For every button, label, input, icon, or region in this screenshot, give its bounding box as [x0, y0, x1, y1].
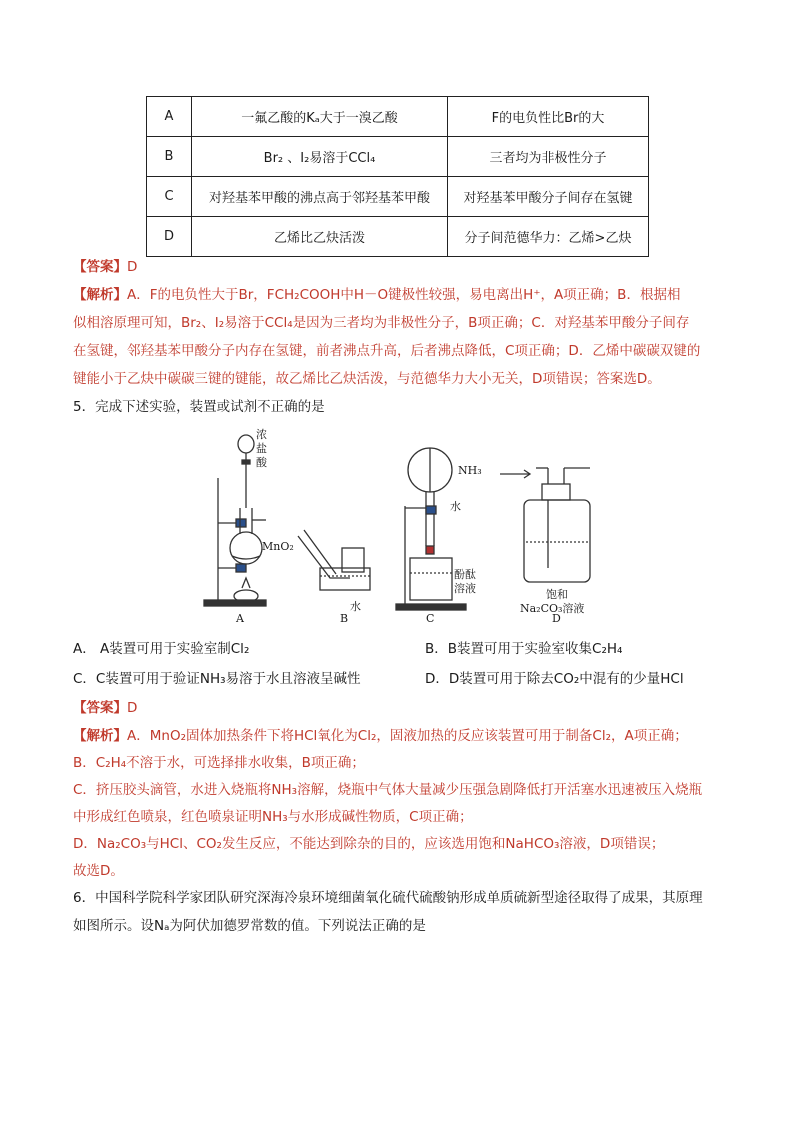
table-row: [147, 137, 649, 177]
label-nh3: NH₃: [458, 464, 482, 477]
row-reason: 分子间范德华力：乙烯>乙炔: [448, 217, 649, 257]
row-letter: A: [147, 97, 192, 137]
q5-analysis-line: 中形成红色喷泉，红色喷泉证明NH₃与水形成碱性物质，C项正确；: [73, 809, 473, 825]
q5-option-c: C．C装置可用于验证NH₃易溶于水且溶液呈碱性: [73, 671, 361, 687]
label-D: D: [552, 612, 561, 625]
q4-analysis-line: 键能小于乙炔中碳碳三键的键能，故乙烯比乙炔活泼，与范德华力大小无关，D项错误；答案选D。: [73, 371, 661, 387]
row-reason: F的电负性比Br的大: [448, 97, 649, 137]
q4-analysis-line: 在氢键，邻羟基苯甲酸分子内存在氢键，前者沸点升高，后者沸点降低，C项正确；D．乙烯中碳碳双键的: [73, 343, 701, 359]
q5-answer: 【答案】D: [73, 700, 138, 716]
q5-option-b: B．B装置可用于实验室收集C₂H₄: [425, 641, 623, 657]
q5-analysis-line: 【解析】A．MnO₂固体加热条件下将HCl氧化为Cl₂，固液加热的反应该装置可用于制备Cl₂，A项正确；: [73, 728, 688, 744]
q4-analysis-line: 【解析】A．F的电负性大于Br，FCH₂COOH中H－O键极性较强，易电离出H⁺，A项正确；B．根据相: [73, 287, 681, 303]
table-row: [147, 97, 649, 137]
q5-analysis-line: 故选D。: [73, 863, 124, 879]
label-C: C: [426, 612, 435, 625]
label-conc-hcl: 浓盐酸: [256, 428, 267, 469]
row-letter: B: [147, 137, 192, 177]
label-A: A: [236, 612, 244, 625]
row-statement: 乙烯比乙炔活泼: [192, 217, 448, 257]
row-reason: 对羟基苯甲酸分子间存在氢键: [448, 177, 649, 217]
q5-analysis-line: D．Na₂CO₃与HCl、CO₂发生反应，不能达到除杂的目的，应该选用饱和NaHCO₃溶液，D项错误；: [73, 836, 665, 852]
label-mno2: MnO₂: [262, 540, 294, 553]
label-saturated: 饱和: [546, 588, 568, 601]
q5-analysis-line: B．C₂H₄不溶于水，可选择排水收集，B项正确；: [73, 755, 365, 771]
q6-stem-line: 如图所示。设Nₐ为阿伏加德罗常数的值。下列说法正确的是: [73, 918, 426, 934]
table-row: [147, 217, 649, 257]
apparatus-figure: [200, 428, 620, 628]
label-phenol: 酚酞溶液: [454, 568, 476, 595]
row-statement: 一氟乙酸的Kₐ大于一溴乙酸: [192, 97, 448, 137]
label-B: B: [340, 612, 349, 625]
row-letter: C: [147, 177, 192, 217]
options-table: [146, 96, 649, 257]
row-letter: D: [147, 217, 192, 257]
q5-stem: 5．完成下述实验，装置或试剂不正确的是: [73, 399, 325, 415]
row-statement: 对羟基苯甲酸的沸点高于邻羟基苯甲酸: [192, 177, 448, 217]
label-na2co3: Na₂CO₃溶液: [520, 602, 585, 615]
q5-analysis-line: C．挤压胶头滴管，水进入烧瓶将NH₃溶解，烧瓶中气体大量减少压强急剧降低打开活塞水迅速被压入烧瓶: [73, 782, 703, 798]
q4-answer: 【答案】D: [73, 259, 138, 275]
row-statement: Br₂ 、I₂易溶于CCl₄: [192, 137, 448, 177]
q6-stem-line: 6．中国科学院科学家团队研究深海冷泉环境细菌氧化硫代硫酸钠形成单质硫新型途径取得了成果，其原理: [73, 890, 703, 906]
table-row: [147, 177, 649, 217]
q5-option-d: D．D装置可用于除去CO₂中混有的少量HCl: [425, 671, 684, 687]
label-water2: 水: [450, 500, 461, 513]
q5-option-a: A． A装置可用于实验室制Cl₂: [73, 641, 250, 657]
label-water: 水: [350, 600, 361, 613]
row-reason: 三者均为非极性分子: [448, 137, 649, 177]
q4-analysis-line: 似相溶原理可知，Br₂、I₂易溶于CCl₄是因为三者均为非极性分子，B项正确；C．对羟基苯甲酸分子间存: [73, 315, 690, 331]
